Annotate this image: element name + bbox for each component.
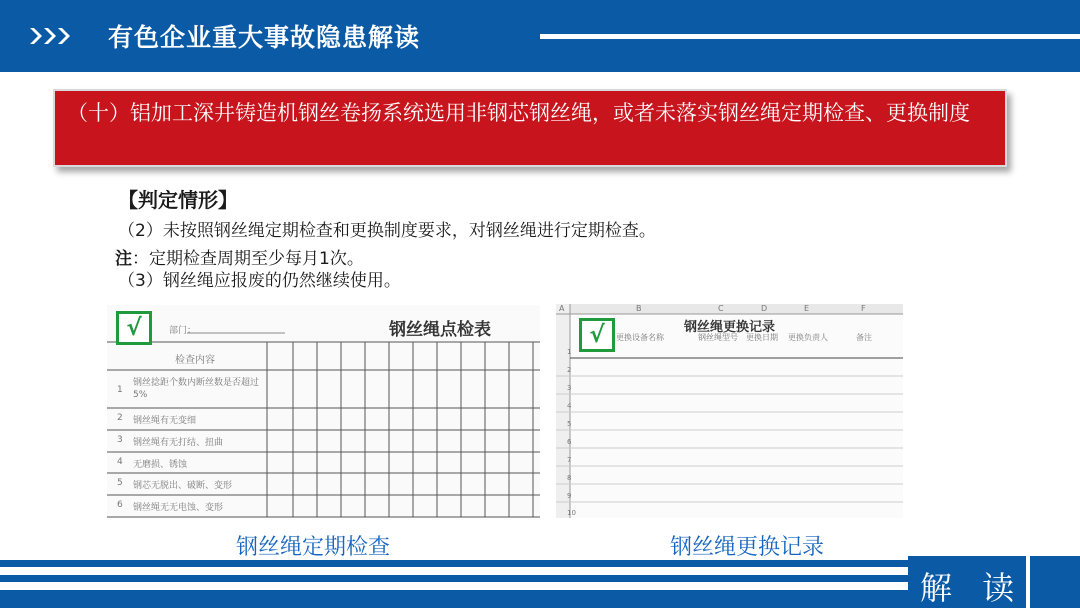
- dept-label: 部门：: [169, 326, 197, 336]
- row-number: 6: [567, 438, 572, 446]
- row-number: 2: [567, 366, 572, 374]
- header-divider: [540, 34, 1080, 39]
- hazard-banner-text: （十）铝加工深井铸造机钢丝卷扬系统选用非钢芯钢丝绳，或者未落实钢丝绳定期检查、更换制度: [67, 101, 970, 125]
- checkmark-icon: √: [579, 318, 615, 352]
- footer-label: 解 读: [920, 569, 1025, 607]
- checklist-row-no: 1: [117, 385, 123, 395]
- checklist-image: [107, 305, 540, 518]
- checklist-row-text: 无磨损、锈蚀: [133, 460, 188, 470]
- criteria-item-2: （2）未按照钢丝绳定期检查和更换制度要求，对钢丝绳进行定期检查。: [118, 221, 656, 241]
- hazard-banner: [53, 89, 1007, 167]
- row-number: 1: [567, 348, 572, 356]
- row-number: 4: [567, 402, 572, 410]
- col-letter: F: [861, 304, 866, 313]
- col-letter: C: [718, 304, 724, 313]
- row-number: 5: [567, 420, 572, 428]
- record-header: 更换日期: [746, 333, 778, 342]
- row-number: 9: [567, 492, 572, 500]
- record-header: 钢丝绳型号: [698, 333, 738, 342]
- header-bar: [0, 0, 1080, 72]
- checklist-row-text: 钢丝绳有无变细: [133, 416, 197, 426]
- page-title: 有色企业重大事故隐患解读: [108, 23, 421, 52]
- record-header: 备注: [856, 333, 872, 342]
- checklist-row-no: 4: [117, 457, 123, 467]
- row-number: 10: [567, 509, 576, 517]
- checklist-row-no: 2: [117, 413, 123, 423]
- record-doc-title: 钢丝绳更换记录: [684, 320, 776, 335]
- row-number: 7: [567, 456, 572, 464]
- checklist-row-text: 钢芯无脱出、破断、变形: [133, 481, 233, 491]
- row-number: 8: [567, 474, 572, 482]
- footer-edge-block: [1030, 556, 1080, 608]
- col-letter: D: [761, 304, 768, 313]
- checkmark-icon: √: [116, 311, 152, 345]
- replacement-record-image: [556, 304, 903, 518]
- checklist-row-text: 钢丝绳有无打结、扭曲: [133, 438, 224, 448]
- checklist-row-no: 5: [117, 478, 123, 488]
- col-letter: E: [804, 304, 810, 313]
- note-label: 注: [115, 249, 132, 269]
- criteria-item-3: （3）钢丝绳应报废的仍然继续使用。: [118, 271, 401, 291]
- col-letter: B: [636, 304, 642, 313]
- record-caption: 钢丝绳更换记录: [670, 535, 825, 560]
- criteria-heading: 【判定情形】: [118, 188, 238, 212]
- checklist-row-no: 3: [117, 435, 123, 445]
- checklist-column-header: 检查内容: [175, 355, 215, 366]
- note-text: ：定期检查周期至少每月1次。: [132, 249, 364, 269]
- checklist-doc-title: 钢丝绳点检表: [389, 320, 491, 340]
- checklist-caption: 钢丝绳定期检查: [236, 535, 391, 560]
- record-header: 更换设备名称: [616, 333, 664, 342]
- checklist-row-text: 钢丝绳无无电蚀、变形: [133, 503, 224, 513]
- row-number: 3: [567, 384, 572, 392]
- triple-arrow-icon: [30, 26, 76, 46]
- col-letter: A: [559, 304, 565, 313]
- checklist-row-text: 钢丝捻距个数内断丝数是否超过5%: [133, 378, 260, 400]
- checklist-row-no: 6: [117, 500, 123, 510]
- record-header: 更换负责人: [788, 333, 828, 342]
